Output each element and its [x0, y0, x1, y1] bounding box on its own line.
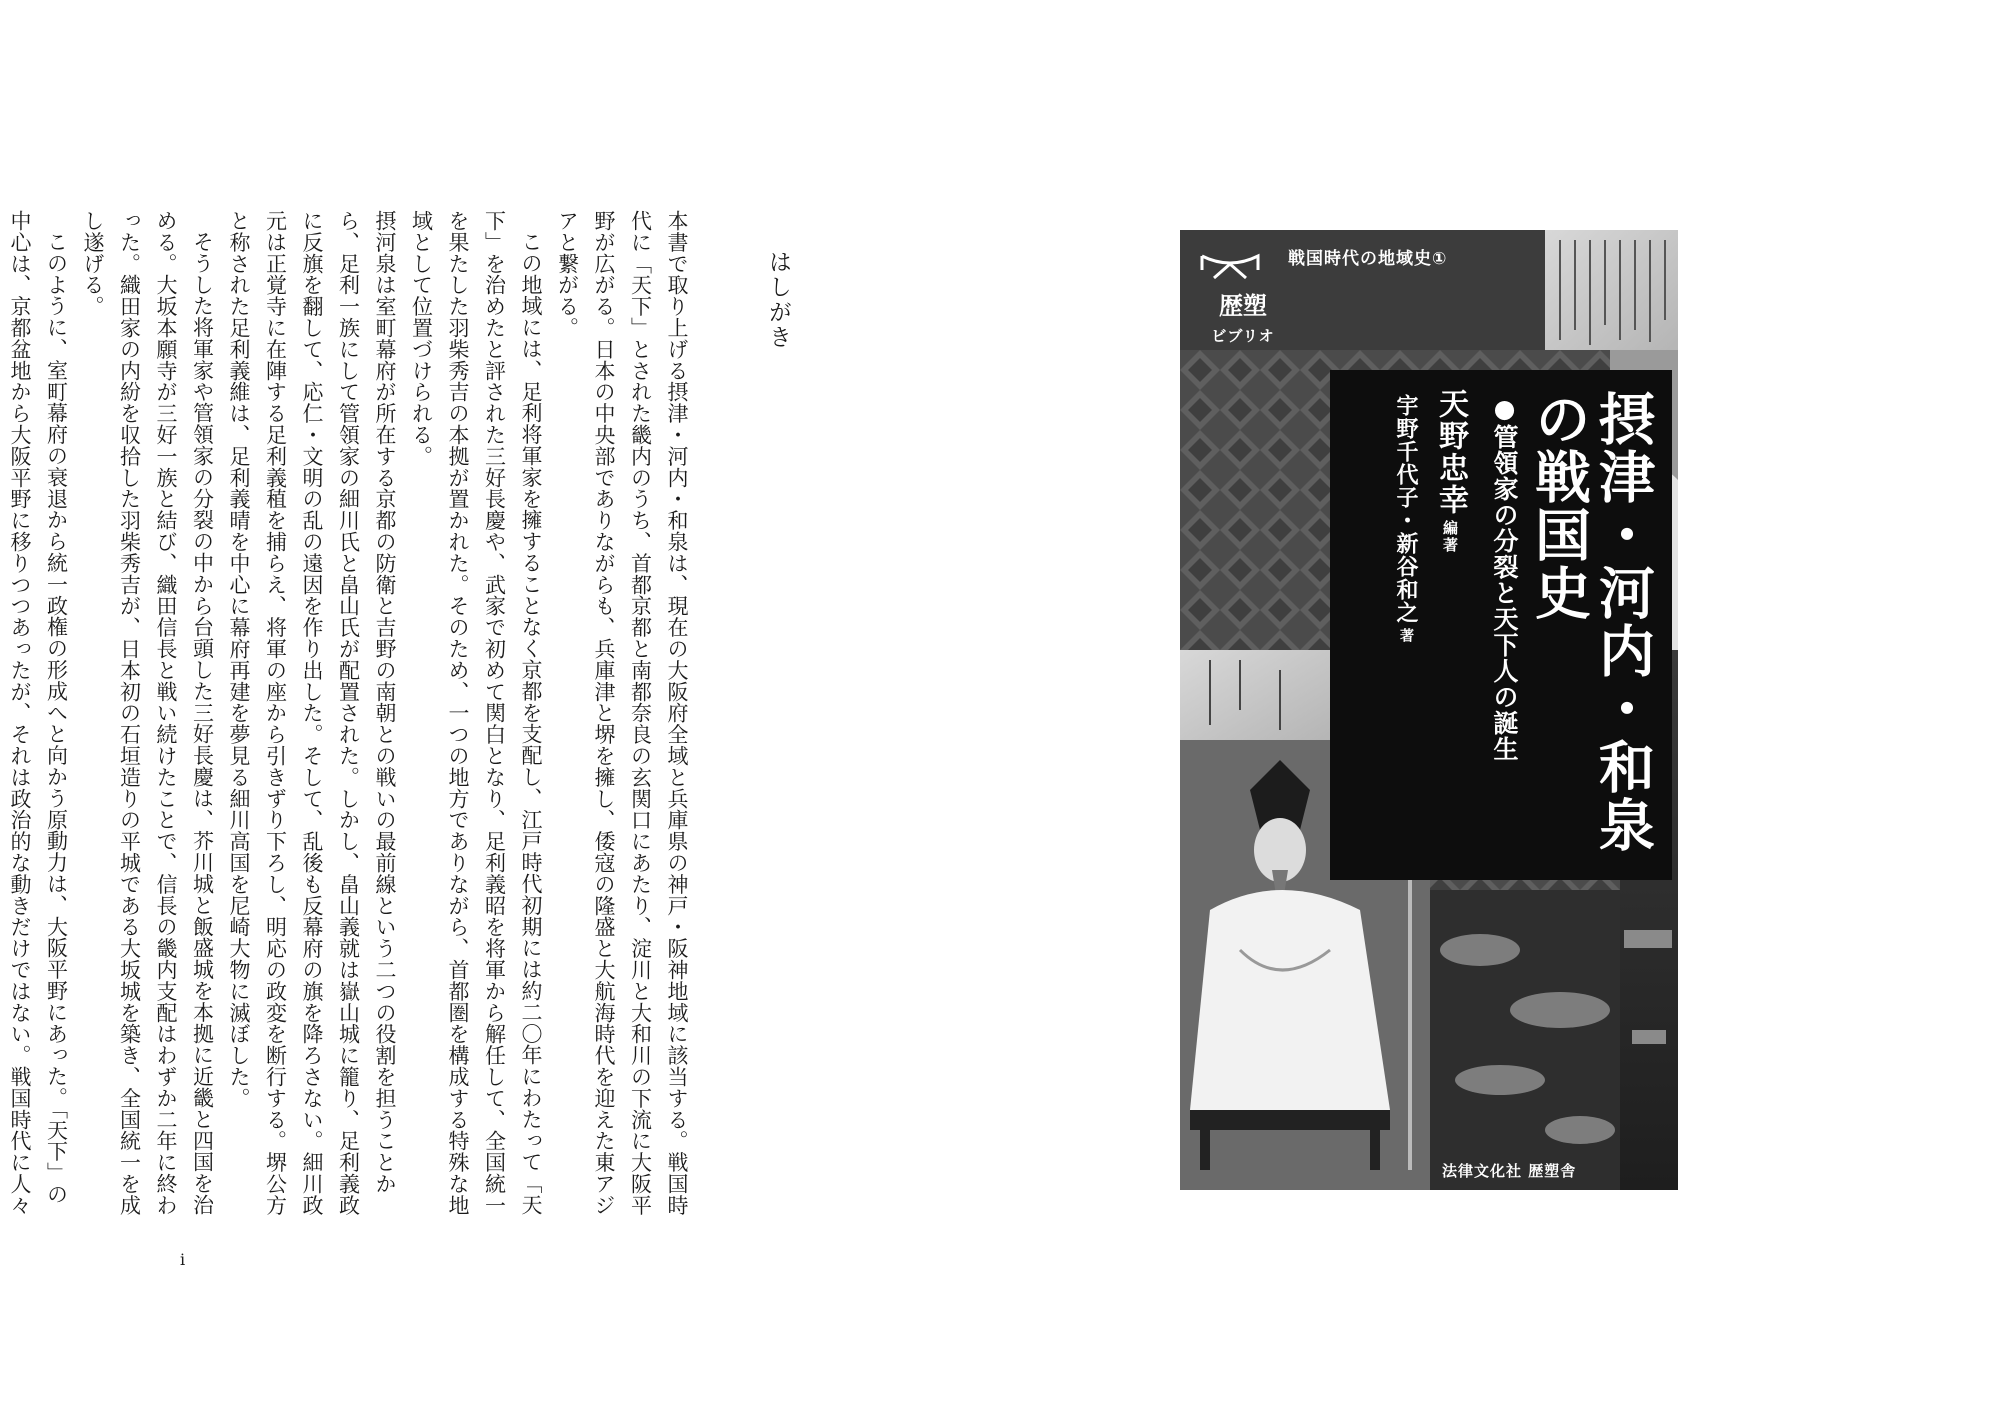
series-logo: [1198, 238, 1288, 348]
paragraph: そうした将軍家や管領家の分裂の中から台頭した三好長慶は、芥川城と飯盛城を本拠に近畿と四国を治める。大坂本願寺が三好一族と結び、織田信長と戦い続けたことで、信長の畿内支配はわずか二年に終わった。織田家の内紛を収拾した羽柴秀吉が、日本初の石垣造りの平城である大坂城を築き、全国統一を成し遂げる。: [81, 210, 215, 1216]
cover-authors: [1391, 394, 1422, 643]
editor-name: 天野忠幸: [1433, 388, 1468, 516]
editor-role: 編著: [1441, 520, 1459, 554]
series-title: 戦国時代の地域史①: [1288, 249, 1448, 269]
paragraph: 摂河泉は室町幕府が所在する京都の防衛と吉野の南朝との戦いの最前線という二つの役割を担うことから、足利一族にして管領家の細川氏と畠山氏が配置された。しかし、畠山義就は嶽山城に籠り、足利義政に反旗を翻して、応仁・文明の乱の遠因を作り出した。そして、乱後も反幕府の旗を降ろさない。細川政元は正覚寺に在陣する足利義稙を捕らえ、将軍の座から引きずり下ろし、明応の政変を断行する。堺公方と称された足利義維は、足利義晴を中心に幕府再建を夢見る細川高国を尼崎大物に滅ぼした。: [227, 210, 397, 1216]
paragraph: このように、室町幕府の衰退から統一政権の形成へと向かう原動力は、大阪平野にあった。「天下」の中心は、京都盆地から大阪平野に移りつつあったが、それは政治的な動きだけではない。戦国時代に人々: [8, 210, 69, 1216]
logo-mark: 歴塑: [1219, 292, 1267, 320]
cover-editor: [1428, 388, 1472, 554]
page-number: i: [180, 1250, 186, 1269]
title-box: [1330, 370, 1672, 880]
logo-subtext: ビブリオ: [1211, 327, 1275, 345]
book-subtitle: ●管領家の分裂と天下人の誕生: [1490, 394, 1519, 762]
author-names: 宇野千代子・新谷和之: [1393, 394, 1419, 624]
paragraph: この地域には、足利将軍家を擁することなく京都を支配し、江戸時代初期には約二〇年にわたって「天下」を治めたと評された三好長慶や、武家で初めて関白となり、足利義昭を将軍から解任して、全国統一を果たした羽柴秀吉の本拠が置かれた。そのため、一つの地方でありながら、首都圏を構成する特殊な地域として位置づけられる。: [409, 210, 543, 1216]
body-text: [8, 210, 695, 1220]
publisher: 法律文化社 歴塑舎: [1442, 1162, 1577, 1180]
page-heading: はしがき: [765, 250, 791, 350]
paragraph: 本書で取り上げる摂津・河内・和泉は、現在の大阪府全域と兵庫県の神戸・阪神地域に該当する。戦国時代に「天下」とされた畿内のうち、首都京都と南都奈良の玄関口にあたり、淀川と大和川の下流に大阪平野が広がる。日本の中央部でありながらも、兵庫津と堺を擁し、倭寇の隆盛と大航海時代を迎えた東アジアと繋がる。: [555, 210, 689, 1216]
book-cover: [1180, 230, 1678, 1190]
book-title: 摂津・河内・和泉の戦国史: [1526, 390, 1655, 854]
author-role: 著: [1398, 628, 1414, 643]
